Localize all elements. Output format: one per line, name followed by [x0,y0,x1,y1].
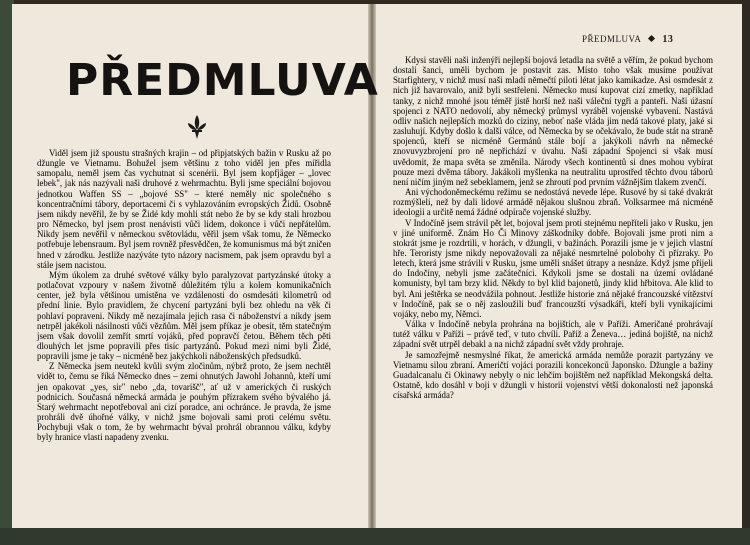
diamond-icon [648,35,655,42]
paragraph: Ani východoněmeckému režimu se nedostává nevede lépe. Rusové by si také dvakrát rozmýšleli, než by dali lidové armádě nějakou slušnou zbraň. Volksarmee má nicméně ideologii a určitě nemá žádné odpírače vojenské služby. [393,187,713,218]
right-page-body [393,55,713,400]
chapter-title: PŘEDMLUVA [66,55,379,106]
fleur-de-lis-icon [186,114,208,140]
running-head [582,34,673,45]
paragraph: Kdysi stavěli naši inženýři nejlepší bojová letadla na světě a věřím, že pokud bychom dostali šanci, uměli bychom je postavit zas. Místo toho však musíme používat Starfightery, v nichž musí naši mladí němečtí piloti létat jako kamikadze. Asi osmdesát z nich již havarovalo, aniž byli sestřeleni. Německo musí kupovat cizí zmetky, například tanky, z nichž mnohé jsou téměř jistě horší než naši váleční tygři a panteři. Naši úžasní spojenci z NATO nedovolí, aby německý průmysl vyráběl vojenské vybavení. Nastává odliv našich nejlepších mozků do ciziny, neboť naše vláda jim nedá takové platy, jaké si zasluhují. Kdyby došlo k další válce, od Německa by se očekávalo, že bude stát na straně spojenců, kteří se nicméně Germánů stále bojí a jakýkoli návrh na německé znovuvyzbrojení pro ně nepřichází v úvahu. Naši západní Spojenci si však musí uvědomit, že mapa světa se změnila. Národy všech kontinentů si dnes mohou vybírat pouze mezi dvěma tábory. Jakákoli myšlenka na neutralitu uprostřed těchto dvou táborů není ničím jiným než sebeklamem, jenž se zhroutí pod prvním vážnějším tlakem zvenčí. [393,55,713,187]
paragraph: Je samozřejmě nesmyslné říkat, že americká armáda nemůže porazit partyzány ve Vietnamu silou zbraní. Američtí vojáci porazili koncekonců Japonsko. Džungle a bažiny Guadalcanalu či Okinawy nebyly o nic lehčím bojištěm než například Mekongská delta. Ostatně, kdo dosáhl v boji v džungli v historii vojenství větší dokonalosti než japonská císařská armáda? [393,349,713,401]
paragraph: Mým úkolem za druhé světové války bylo paralyzovat partyzánské útoky a potlačovat vzpoury v našem životně důležitém týlu a kolem komunikačních center, jež byla většinou umístěna ve vzdálenosti do osmdesáti kilometrů od přední linie. Bylo pravidlem, že chycení partyzáni byli bez ohledu na věk či pohlaví popraveni. Nikdy mě nezajímala jejich rasa či náboženství a nikdy jsem netrpěl jakékoli násilnosti vůči vězňům. Měl jsem příkaz je obesít, těm statečným jsem však dovolil zemřít smrtí vojáků, před popravčí četou. Během těch pěti dlouhých let jsme popravili přes tisíc partyzánů. Pokud mezi nimi byli Židé, popravili jsme je taky – nicméně bez jakýchkoli náboženských předsudků. [37,269,331,362]
paragraph: Viděl jsem již spoustu strašných krajin – od připjatských bažin v Rusku až po džungle ve Vietnamu. Bohužel jsem většinu z toho viděl jen přes mířidla samopalu, neměl jsem čas vychutnat si scenérii. Byl jsem kopfjäger – „lovec lebek", jak nás nazývali naši druhové z wehrmachtu. Byli jsme speciální bojovou jednotkou Waffen SS – „bojové SS" – které neměly nic společného s koncentračními tábory, deportacemi či s vyhlazováním evropských Židů. Osobně jsem nikdy nevěřil, že by se Židé kdy mohli stát nebo že by se kdy stali hrozbou pro Německo, byl jsem prost nenávisti vůči lidem, dokonce i vůči nepřátelům. Nikdy jsem nevěřil v německou světovládu, věřil jsem však tomu, že Německo potřebuje lebensraum. Byl jsem rovněž přesvědčen, že komunismus má být zničen hned v zárodku. Jestliže nazýváte tyto názory nacismem, pak jsem opravdu byl a stále jsem nacistou. [37,148,331,270]
book-cover-bottom [0,528,750,545]
paragraph: Válka v Indočíně nebyla prohrána na bojištích, ale v Paříži. Američané prohrávají tutéž válku v Paříži – právě teď, v tuto chvíli. Paříž a Ženeva… jediná bojiště, na nichž západní svět utrpěl debakl a na nichž západní svět vždy prohraje. [393,319,713,350]
page-number: 13 [662,34,674,45]
running-head-title: PŘEDMLUVA [582,34,642,44]
left-page-body [37,148,331,443]
paragraph: Z Německa jsem neutekl kvůli svým zločinům, nýbrž proto, že jsem nechtěl vidět to, čemu se říká Německo dnes – zemi ohnutých Jawohl Johannů, kteří umí jen opakovat „yes, sir" nebo „da, tovarišč", ať už v amerických či ruských podnicích. Současná německá armáda je pouhým přízrakem svého bývalého já. Starý wehrmacht nepotřeboval ani cizí poradce, ani ochránce. Je pravda, že jsme prohráli dvě úhořné války, v nichž jsme bojovali sami proti celému světu. Pochybuji však o tom, že by wehrmacht býval prohrál obrannou válku, kdyby byly hranice vlasti napadeny zvenku. [37,361,331,443]
paragraph: V Indočíně jsem strávil pět let, bojoval jsem proti stejnému nepříteli jako v Rusku, jen v jiné uniformě. Znám Ho Či Minovy záškodníky dobře. Bojovali jsme proti nim a stokrát jsme je rozdrtili, v horách, v džungli, v bažinách. Porazili jsme je v jejich vlastní hře. Teroristy jsme nikdy nepovažovali za nějaké nesmrtelné polobohy či přízraky. Po letech, která jsme strávili v Rusku, jsme uměli snášet útrapy a nesnáze. Když jsme přijeli do Indočíny, nebyli jsme začátečníci. Kdykoli jsme se dostali na území ovládané komunisty, byl tam brzy klid. Někdy to byl klid bajonetů, jindy klid hřbitova. Ale klid to byl. Ani ještěrka se neodvážila pohnout. Jestliže historie zná nějaké francouzské vítězství v Indočíně, pak se o něj zasloužili buď francouzští výsadkáři, kteří byli vynikajícími vojáky, nebo my, Němci. [393,217,713,319]
